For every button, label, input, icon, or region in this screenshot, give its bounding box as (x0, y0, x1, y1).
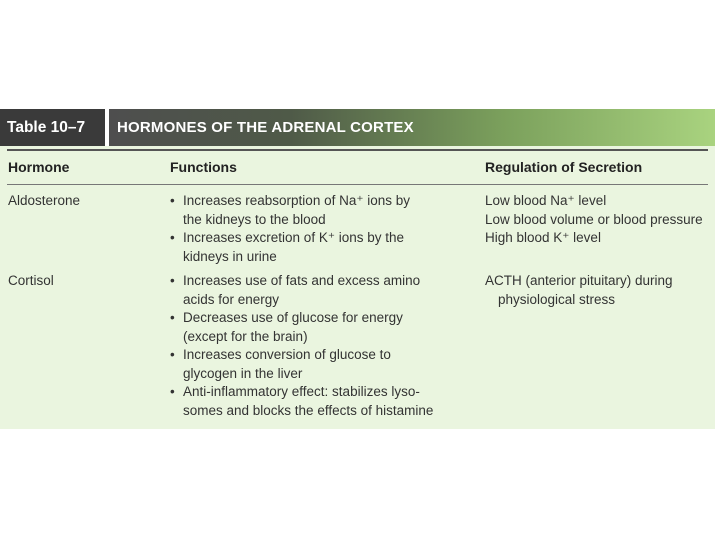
regulation-line: Low blood Na⁺ level (485, 193, 607, 208)
table-title-bar (0, 109, 715, 146)
function-item: • Increases conversion of glucose to glycogen in the liver (170, 346, 470, 383)
hormone-name: Cortisol (8, 273, 54, 288)
functions-list (170, 272, 470, 420)
hormone-name: Aldosterone (8, 193, 81, 208)
table-number: Table 10–7 (0, 109, 105, 146)
header-top-rule (7, 149, 708, 151)
regulation-line: High blood K⁺ level (485, 230, 601, 245)
header-regulation: Regulation of Secretion (485, 159, 643, 175)
header-functions: Functions (170, 159, 237, 175)
regulation-line: physiological stress (498, 291, 616, 307)
regulation-line: Low blood volume or blood pressure (485, 211, 703, 227)
function-item: • Anti-inflammatory effect: stabilizes lyso- somes and blocks the effects of histamine (170, 383, 470, 420)
header-bottom-rule (7, 184, 708, 185)
function-item: • Increases use of fats and excess amino acids for energy (170, 272, 470, 309)
function-item: • Increases excretion of K⁺ ions by the kidneys in urine (170, 229, 470, 266)
hormone-table (0, 109, 715, 429)
function-item: • Decreases use of glucose for energy (except for the brain) (170, 309, 470, 346)
functions-list (170, 192, 470, 266)
function-item: • Increases reabsorption of Na⁺ ions by the kidneys to the blood (170, 192, 470, 229)
regulation-line: ACTH (anterior pituitary) during (485, 273, 673, 288)
table-title: HORMONES OF THE ADRENAL CORTEX (109, 109, 715, 146)
regulation-cell (485, 272, 673, 309)
regulation-cell (485, 192, 703, 248)
header-hormone: Hormone (8, 159, 70, 175)
